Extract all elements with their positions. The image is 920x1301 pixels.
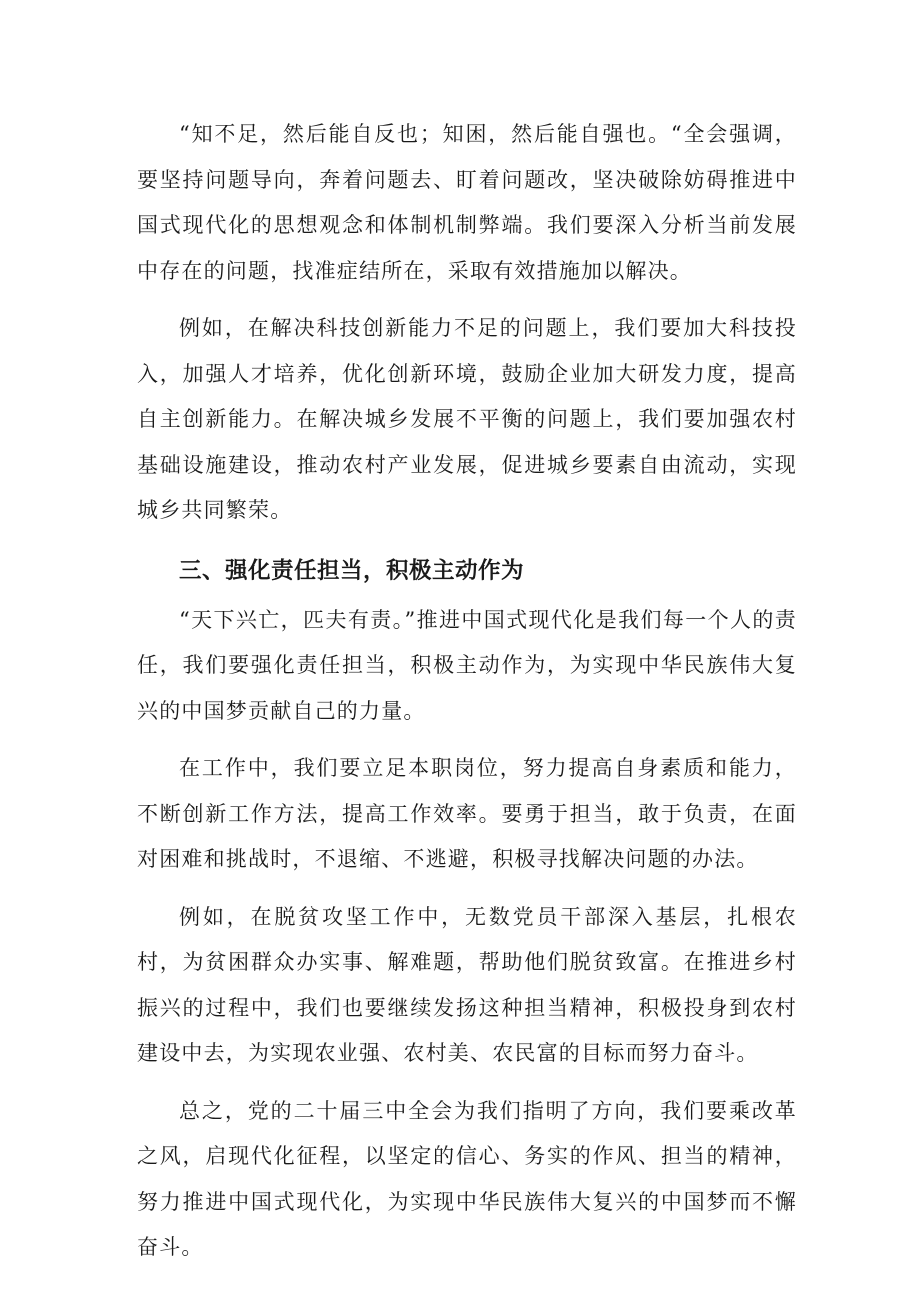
paragraph-knowing-shortcomings: “知不足，然后能自反也；知困，然后能自强也。“全会强调，要坚持问题导向，奔着问题去、盯着问题改，坚决破除妨碍推进中国式现代化的思想观念和体制机制弊端。我们要深入分析当前发展中存在的问题，找准症结所在，采取有效措施加以解决。 — [137, 122, 797, 283]
paragraph-example-innovation: 例如，在解决科技创新能力不足的问题上，我们要加大科技投入，加强人才培养，优化创新环境，鼓励企业加大研发力度，提高自主创新能力。在解决城乡发展不平衡的问题上，我们要加强农村基础设施建设，推动农村产业发展，促进城乡要素自由流动，实现城乡共同繁荣。 — [137, 316, 797, 522]
paragraph-work-post: 在工作中，我们要立足本职岗位，努力提高自身素质和能力，不断创新工作方法，提高工作效率。要勇于担当，敢于负责，在面对困难和挑战时，不退缩、不逃避，积极寻找解决问题的办法。 — [137, 756, 797, 871]
document-body — [137, 112, 797, 1271]
paragraph-conclusion: 总之，党的二十届三中全会为我们指明了方向，我们要乘改革之风，启现代化征程，以坚定的信心、务实的作风、担当的精神，努力推进中国式现代化，为实现中华民族伟大复兴的中国梦而不懈奋斗。 — [137, 1098, 797, 1259]
section-heading: 三、强化责任担当，积极主动作为 — [179, 557, 525, 584]
paragraph-example-poverty: 例如，在脱贫攻坚工作中，无数党员干部深入基层，扎根农村，为贫困群众办实事、解难题，帮助他们脱贫致富。在推进乡村振兴的过程中，我们也要继续发扬这种担当精神，积极投身到农村建设中去，为实现农业强、农村美、农民富的目标而努力奋斗。 — [137, 904, 797, 1065]
paragraph-responsibility: “天下兴亡，匹夫有责。”推进中国式现代化是我们每一个人的责任，我们要强化责任担当，积极主动作为，为实现中华民族伟大复兴的中国梦贡献自己的力量。 — [137, 607, 797, 723]
